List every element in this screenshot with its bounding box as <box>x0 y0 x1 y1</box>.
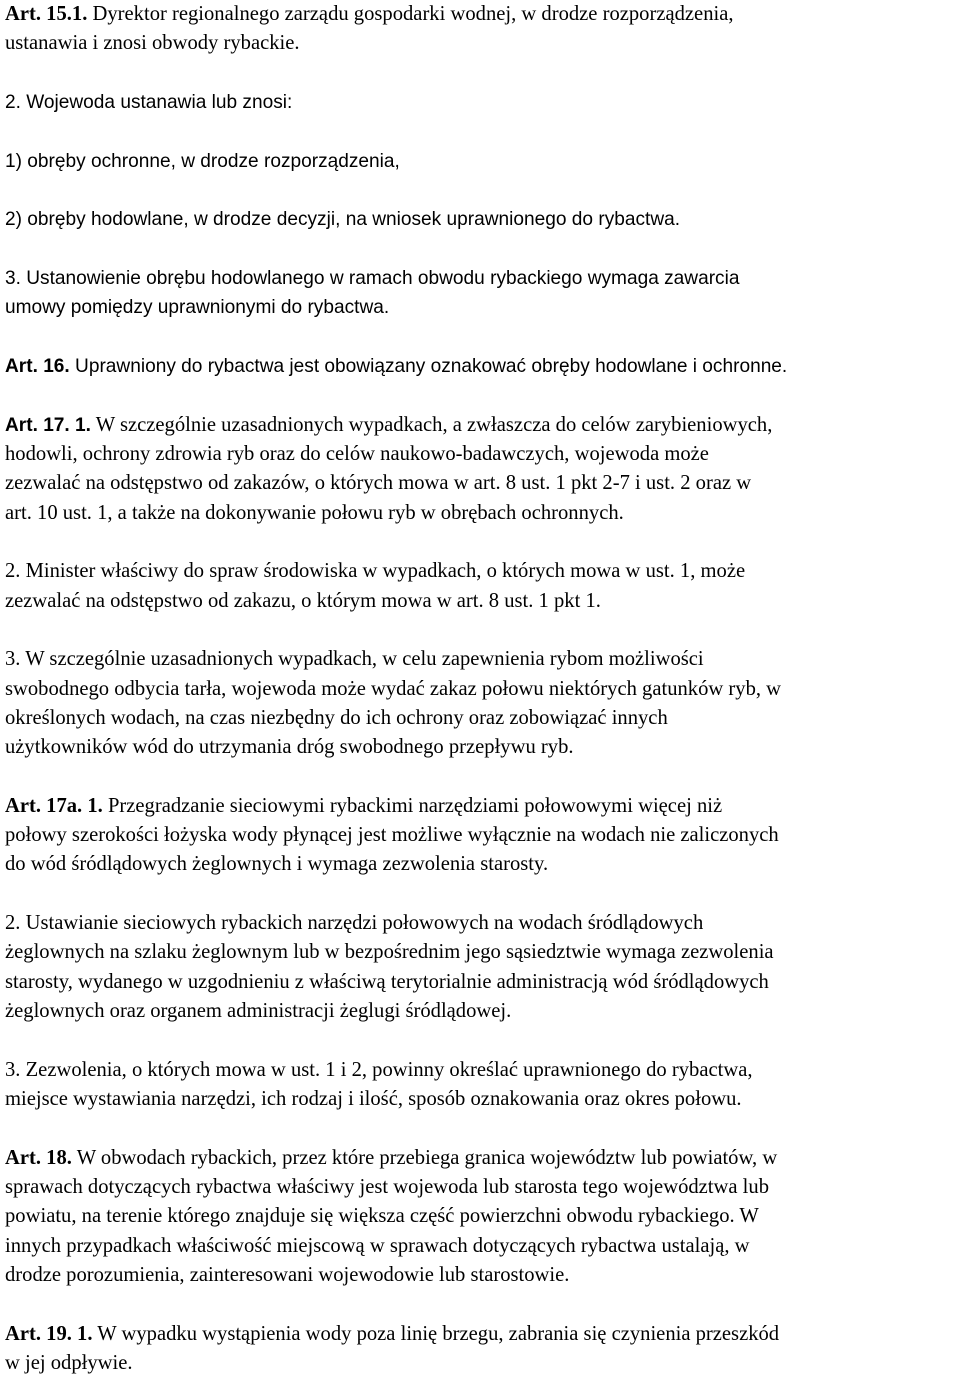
text-line: miejsce wystawiania narzędzi, ich rodzaj i ilość, sposób oznakowania oraz okres połowu. <box>5 1088 742 1111</box>
paragraph-art-15-2 <box>5 88 957 117</box>
text-line: 2) obręby hodowlane, w drodze decyzji, na wniosek uprawnionego do rybactwa. <box>5 209 681 231</box>
text-line: żeglownych oraz organem administracji żeglugi śródlądowej. <box>5 1000 512 1023</box>
text-line: 3. Zezwolenia, o których mowa w ust. 1 i 2, powinny określać uprawnionego do rybactwa, <box>5 1058 753 1081</box>
article-number: Art. 17. 1. <box>5 414 91 436</box>
paragraph-art-15-2-1 <box>5 147 957 176</box>
document-page <box>5 0 957 1378</box>
paragraph-art-17-1 <box>5 411 957 528</box>
text-line: sprawach dotyczących rybactwa właściwy jest wojewoda lub starosta tego województwa lub <box>5 1176 769 1198</box>
text-line: innych przypadkach właściwość miejscową w sprawach dotyczących rybactwa ustalają, w <box>5 1234 750 1257</box>
paragraph-art-15-1 <box>5 0 957 59</box>
paragraph-art-19-1 <box>5 1320 957 1378</box>
text-line: starosty, wydanego w uzgodnieniu z właściwą terytorialnie administracją wód śródlądowych <box>5 970 769 993</box>
text-line: Art. 17a. 1. Przegradzanie sieciowymi rybackimi narzędziami połowowymi więcej niż <box>5 794 723 817</box>
text-line: w jej odpływie. <box>5 1351 133 1374</box>
text-line: 2. Ustawianie sieciowych rybackich narzędzi połowowych na wodach śródlądowych <box>5 912 704 935</box>
text-line: Art. 18. W obwodach rybackich, przez które przebiega granica województw lub powiatów, w <box>5 1146 778 1169</box>
text-line: swobodnego odbycia tarła, wojewoda może wydać zakaz połowu niektórych gatunków ryb, w <box>5 677 782 700</box>
text-line: 1) obręby ochronne, w drodze rozporządzenia, <box>5 150 400 172</box>
text-line: do wód śródlądowych żeglownych i wymaga zezwolenia starosty. <box>5 853 549 876</box>
text-line: żeglownych na szlaku żeglownym lub w bezpośrednim jego sąsiedztwie wymaga zezwolenia <box>5 941 774 964</box>
article-number: Art. 19. 1. <box>5 1322 93 1345</box>
paragraph-art-16 <box>5 352 957 381</box>
text-line: hodowli, ochrony zdrowia ryb oraz do celów naukowo-badawczych, wojewoda może <box>5 443 709 466</box>
text-line: ustanawia i znosi obwody rybackie. <box>5 32 300 55</box>
text-line: zezwalać na odstępstwo od zakazu, o którym mowa w art. 8 ust. 1 pkt 1. <box>5 589 601 612</box>
paragraph-art-17a-2 <box>5 909 957 1026</box>
paragraph-art-17-2 <box>5 557 957 616</box>
paragraph-art-17a-3 <box>5 1056 957 1115</box>
text-line: Art. 15.1. Dyrektor regionalnego zarządu gospodarki wodnej, w drodze rozporządzenia, <box>5 3 734 25</box>
text-line: zezwalać na odstępstwo od zakazów, o których mowa w art. 8 ust. 1 pkt 2-7 i ust. 2 oraz w <box>5 472 752 495</box>
article-number: Art. 15.1. <box>5 3 88 25</box>
paragraph-art-18 <box>5 1144 957 1290</box>
text-line: 3. Ustanowienie obrębu hodowlanego w ramach obwodu rybackiego wymaga zawarcia <box>5 268 740 290</box>
text-line: Art. 16. Uprawniony do rybactwa jest obowiązany oznakować obręby hodowlane i ochronne. <box>5 356 788 378</box>
paragraph-art-17-3 <box>5 645 957 762</box>
text-line: 2. Wojewoda ustanawia lub znosi: <box>5 91 293 113</box>
text-line: określonych wodach, na czas niezbędny do ich ochrony oraz zobowiązać innych <box>5 706 668 729</box>
article-number: Art. 18. <box>5 1146 72 1169</box>
text-line: połowy szerokości łożyska wody płynącej jest możliwe wyłącznie na wodach nie zaliczonych <box>5 824 779 847</box>
paragraph-art-17a-1 <box>5 792 957 880</box>
text-line: użytkowników wód do utrzymania dróg swobodnego przepływu ryb. <box>5 736 574 759</box>
text-line: powiatu, na terenie którego znajduje się większa część powierzchni obwodu rybackiego. W <box>5 1205 759 1228</box>
text-line: Art. 19. 1. W wypadku wystąpienia wody poza linię brzegu, zabrania się czynienia przeszkód <box>5 1322 780 1345</box>
text-line: 3. W szczególnie uzasadnionych wypadkach, w celu zapewnienia rybom możliwości <box>5 648 704 671</box>
text-line: 2. Minister właściwy do spraw środowiska w wypadkach, o których mowa w ust. 1, może <box>5 560 746 583</box>
article-number: Art. 16. <box>5 356 70 378</box>
text-line: drodze porozumienia, zainteresowani wojewodowie lub starostowie. <box>5 1263 570 1286</box>
text-line: umowy pomiędzy uprawnionymi do rybactwa. <box>5 297 390 319</box>
article-number: Art. 17a. 1. <box>5 794 103 817</box>
paragraph-art-15-3 <box>5 264 957 323</box>
text-line: art. 10 ust. 1, a także na dokonywanie połowu ryb w obrębach ochronnych. <box>5 501 624 524</box>
paragraph-art-15-2-2 <box>5 205 957 234</box>
text-line: Art. 17. 1. W szczególnie uzasadnionych wypadkach, a zwłaszcza do celów zarybieniowych, <box>5 413 773 436</box>
